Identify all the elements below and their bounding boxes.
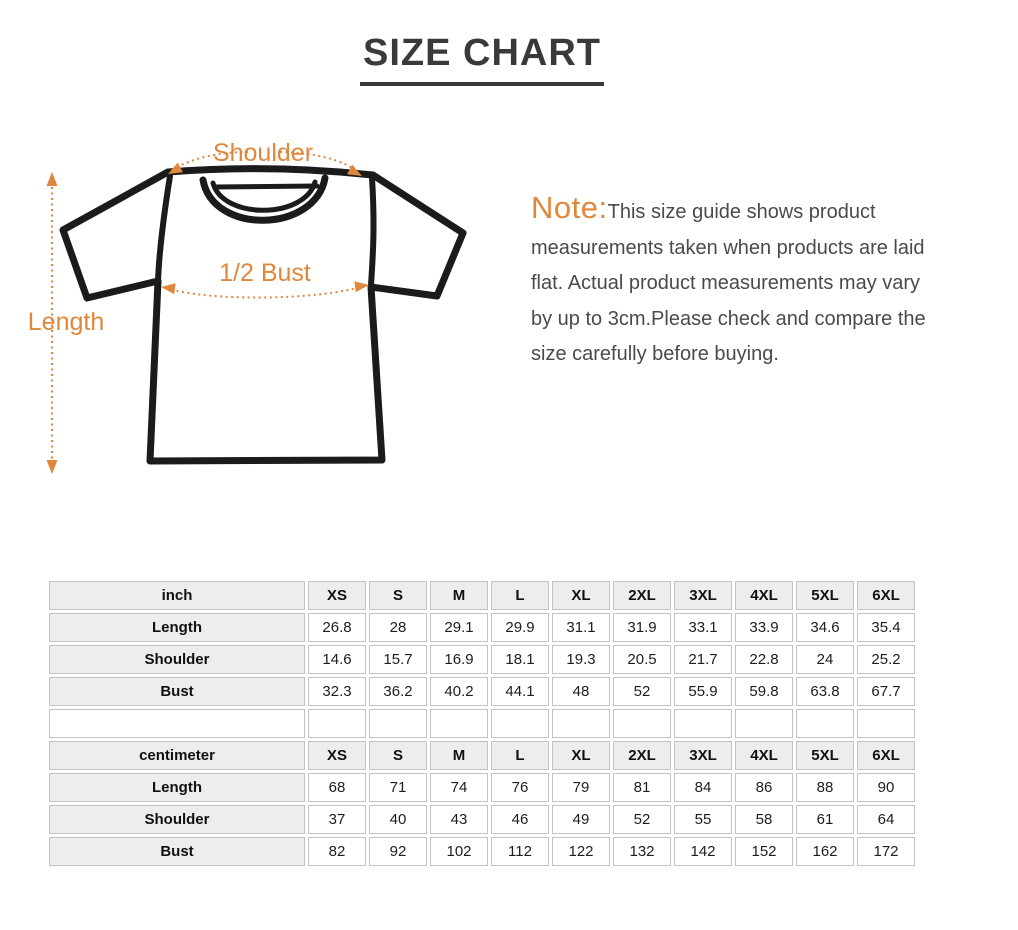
spacer-cell xyxy=(491,709,549,738)
size-value-cell: 21.7 xyxy=(674,645,732,674)
page-title: SIZE CHART xyxy=(360,32,604,86)
size-value-cell: 48 xyxy=(552,677,610,706)
spacer-cell xyxy=(796,709,854,738)
size-col-header: XS xyxy=(308,581,366,610)
size-value-cell: 172 xyxy=(857,837,915,866)
spacer-cell xyxy=(735,709,793,738)
size-value-cell: 18.1 xyxy=(491,645,549,674)
size-col-header: XL xyxy=(552,581,610,610)
size-value-cell: 29.9 xyxy=(491,613,549,642)
spacer-cell xyxy=(430,709,488,738)
size-value-cell: 63.8 xyxy=(796,677,854,706)
size-table-header-row xyxy=(49,581,915,610)
size-col-header: XL xyxy=(552,741,610,770)
size-value-cell: 81 xyxy=(613,773,671,802)
title-wrap xyxy=(0,32,964,86)
row-label-cell: Shoulder xyxy=(49,805,305,834)
size-value-cell: 52 xyxy=(613,805,671,834)
size-value-cell: 28 xyxy=(369,613,427,642)
size-value-cell: 68 xyxy=(308,773,366,802)
unit-header-cell: inch xyxy=(49,581,305,610)
size-value-cell: 162 xyxy=(796,837,854,866)
size-value-cell: 40.2 xyxy=(430,677,488,706)
row-label-cell: Length xyxy=(49,773,305,802)
size-table-row xyxy=(49,837,915,866)
size-value-cell: 88 xyxy=(796,773,854,802)
size-table-row xyxy=(49,805,915,834)
size-value-cell: 36.2 xyxy=(369,677,427,706)
size-value-cell: 25.2 xyxy=(857,645,915,674)
size-value-cell: 112 xyxy=(491,837,549,866)
spacer-cell xyxy=(857,709,915,738)
size-value-cell: 58 xyxy=(735,805,793,834)
size-col-header: L xyxy=(491,741,549,770)
size-value-cell: 52 xyxy=(613,677,671,706)
size-value-cell: 49 xyxy=(552,805,610,834)
size-value-cell: 16.9 xyxy=(430,645,488,674)
size-table xyxy=(46,578,918,869)
size-value-cell: 20.5 xyxy=(613,645,671,674)
size-value-cell: 132 xyxy=(613,837,671,866)
size-value-cell: 55.9 xyxy=(674,677,732,706)
size-col-header: 6XL xyxy=(857,581,915,610)
size-col-header: 3XL xyxy=(674,581,732,610)
size-value-cell: 29.1 xyxy=(430,613,488,642)
size-value-cell: 32.3 xyxy=(308,677,366,706)
size-table-body xyxy=(49,581,915,866)
spacer-cell xyxy=(674,709,732,738)
shoulder-label: Shoulder xyxy=(212,139,314,167)
size-col-header: S xyxy=(369,581,427,610)
size-col-header: 4XL xyxy=(735,741,793,770)
size-value-cell: 122 xyxy=(552,837,610,866)
size-value-cell: 37 xyxy=(308,805,366,834)
size-value-cell: 19.3 xyxy=(552,645,610,674)
spacer-cell xyxy=(49,709,305,738)
size-value-cell: 55 xyxy=(674,805,732,834)
size-value-cell: 84 xyxy=(674,773,732,802)
right-sleeve-seam xyxy=(371,178,374,285)
size-value-cell: 90 xyxy=(857,773,915,802)
note-label: Note: xyxy=(531,190,608,225)
size-value-cell: 43 xyxy=(430,805,488,834)
row-label-cell: Bust xyxy=(49,837,305,866)
size-value-cell: 82 xyxy=(308,837,366,866)
spacer-row xyxy=(49,709,915,738)
size-col-header: 2XL xyxy=(613,741,671,770)
size-value-cell: 71 xyxy=(369,773,427,802)
size-value-cell: 44.1 xyxy=(491,677,549,706)
size-col-header: 6XL xyxy=(857,741,915,770)
size-value-cell: 35.4 xyxy=(857,613,915,642)
spacer-cell xyxy=(369,709,427,738)
size-value-cell: 46 xyxy=(491,805,549,834)
size-value-cell: 142 xyxy=(674,837,732,866)
collar-back-line xyxy=(215,186,317,187)
size-value-cell: 24 xyxy=(796,645,854,674)
size-table-row xyxy=(49,677,915,706)
size-value-cell: 152 xyxy=(735,837,793,866)
size-col-header: M xyxy=(430,581,488,610)
size-value-cell: 86 xyxy=(735,773,793,802)
size-col-header: 3XL xyxy=(674,741,732,770)
size-value-cell: 22.8 xyxy=(735,645,793,674)
size-value-cell: 61 xyxy=(796,805,854,834)
tshirt-measurement-diagram xyxy=(20,130,500,490)
length-label: Length xyxy=(27,308,105,336)
spacer-cell xyxy=(552,709,610,738)
size-value-cell: 31.9 xyxy=(613,613,671,642)
row-label-cell: Shoulder xyxy=(49,645,305,674)
size-value-cell: 64 xyxy=(857,805,915,834)
size-table-header-row xyxy=(49,741,915,770)
size-col-header: S xyxy=(369,741,427,770)
size-value-cell: 26.8 xyxy=(308,613,366,642)
size-value-cell: 59.8 xyxy=(735,677,793,706)
row-label-cell: Bust xyxy=(49,677,305,706)
size-value-cell: 102 xyxy=(430,837,488,866)
size-value-cell: 74 xyxy=(430,773,488,802)
size-table-row xyxy=(49,773,915,802)
size-col-header: 5XL xyxy=(796,581,854,610)
size-col-header: 4XL xyxy=(735,581,793,610)
size-col-header: M xyxy=(430,741,488,770)
size-value-cell: 33.1 xyxy=(674,613,732,642)
size-value-cell: 15.7 xyxy=(369,645,427,674)
size-value-cell: 79 xyxy=(552,773,610,802)
size-col-header: 2XL xyxy=(613,581,671,610)
row-label-cell: Length xyxy=(49,613,305,642)
length-arrowhead-bottom xyxy=(47,460,58,474)
spacer-cell xyxy=(613,709,671,738)
size-value-cell: 34.6 xyxy=(796,613,854,642)
unit-header-cell: centimeter xyxy=(49,741,305,770)
length-arrowhead-top xyxy=(47,172,58,186)
spacer-cell xyxy=(308,709,366,738)
note-paragraph xyxy=(531,190,929,373)
size-value-cell: 31.1 xyxy=(552,613,610,642)
size-col-header: XS xyxy=(308,741,366,770)
bust-label: 1/2 Bust xyxy=(219,259,311,287)
size-value-cell: 40 xyxy=(369,805,427,834)
size-value-cell: 76 xyxy=(491,773,549,802)
size-value-cell: 67.7 xyxy=(857,677,915,706)
size-value-cell: 33.9 xyxy=(735,613,793,642)
size-table-row xyxy=(49,613,915,642)
size-value-cell: 14.6 xyxy=(308,645,366,674)
size-table-row xyxy=(49,645,915,674)
size-col-header: 5XL xyxy=(796,741,854,770)
size-col-header: L xyxy=(491,581,549,610)
note-body: This size guide shows product measurements taken when products are laid flat. Actual product measurements may vary by up to 3cm.Please check and compare the size carefully before buying. xyxy=(531,201,926,365)
size-value-cell: 92 xyxy=(369,837,427,866)
